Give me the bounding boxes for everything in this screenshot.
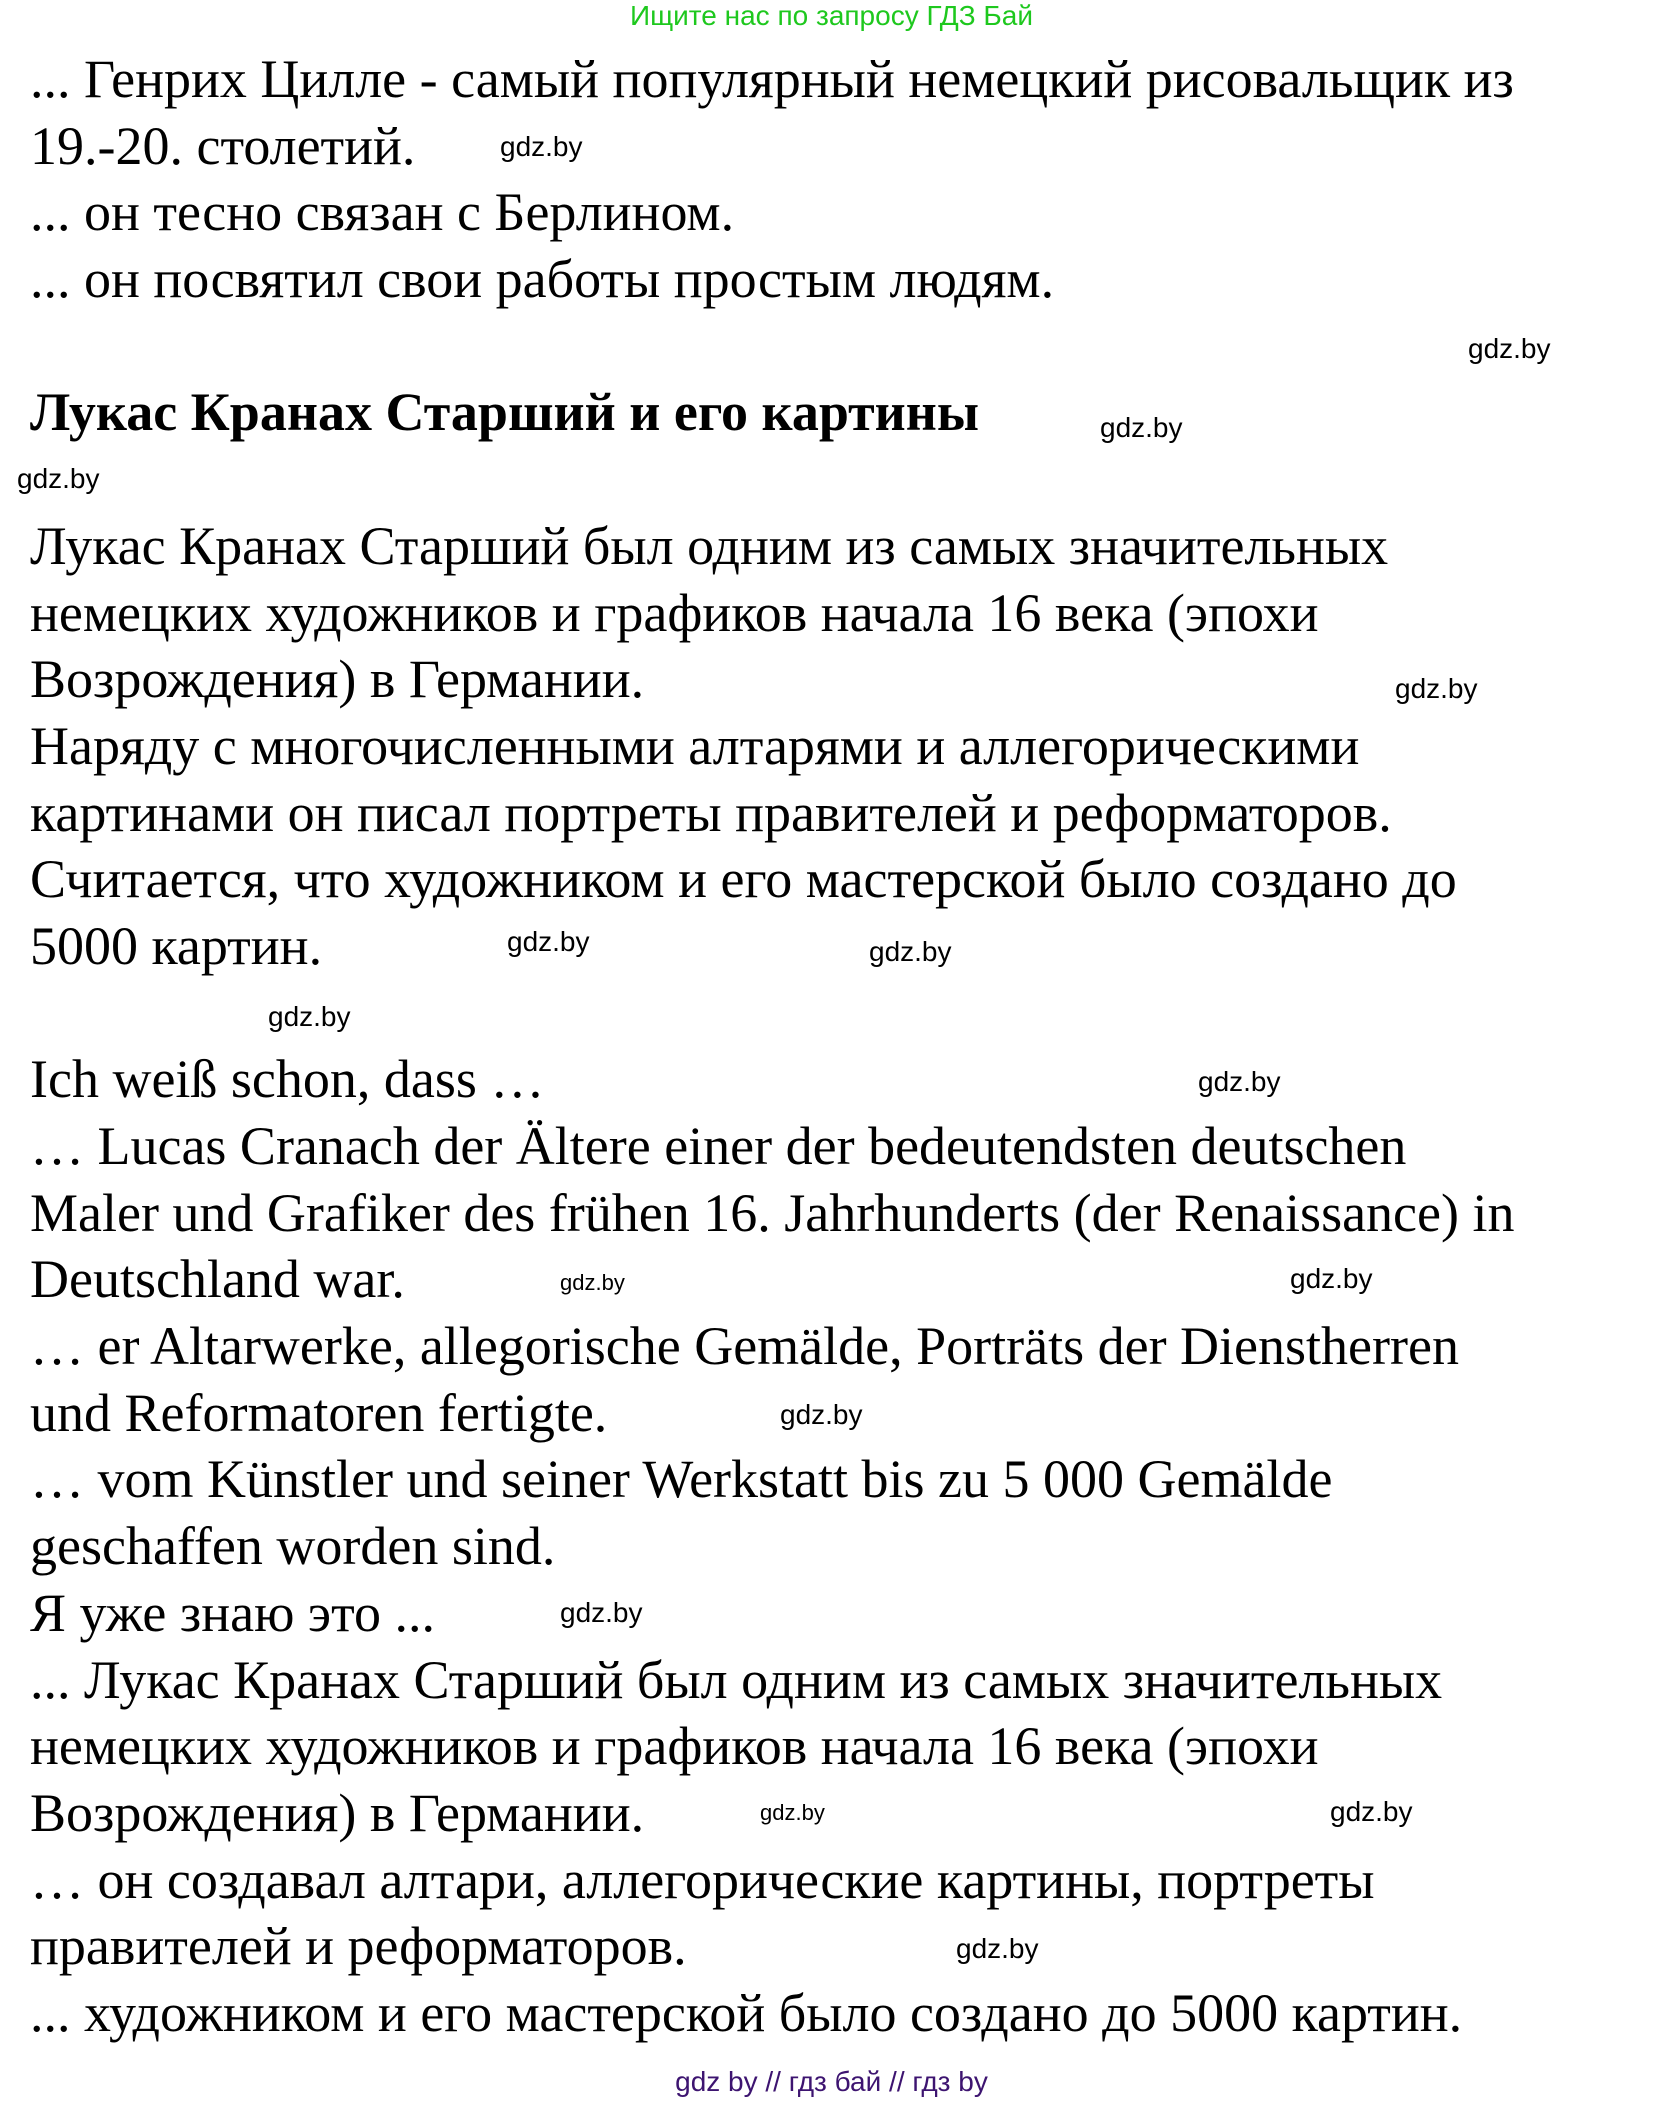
text-line: geschaffen worden sind. <box>30 1516 556 1577</box>
text-line: Возрождения) в Германии. <box>30 649 645 710</box>
watermark: gdz.by <box>780 1399 863 1430</box>
watermark: gdz.by <box>760 1800 825 1825</box>
watermark: gdz.by <box>869 936 952 967</box>
watermark: gdz.by <box>560 1270 625 1295</box>
text-line: 5000 картин. <box>30 915 323 976</box>
text-line: Возрождения) в Германии. <box>30 1782 645 1843</box>
text-line: ... он тесно связан с Берлином. <box>30 182 735 243</box>
watermark: gdz.by <box>956 1933 1039 1964</box>
text-line: Лукас Кранах Старший был одним из самых значительных <box>30 515 1389 576</box>
text-line: немецких художников и графиков начала 16 века (эпохи <box>30 582 1319 643</box>
watermark: gdz.by <box>17 463 100 494</box>
text-line: ... художником и его мастерской было создано до 5000 картин. <box>30 1982 1463 2043</box>
text-line: ... Лукас Кранах Старший был одним из самых значительных <box>30 1649 1443 1710</box>
text-line: картинами он писал портреты правителей и реформаторов. <box>30 782 1392 843</box>
watermark: gdz.by <box>1395 673 1478 704</box>
watermark: gdz.by <box>1100 412 1183 443</box>
watermark: gdz.by <box>1198 1066 1281 1097</box>
watermark: gdz.by <box>1330 1796 1413 1827</box>
document-body <box>30 46 1650 2047</box>
search-hint-header: Ищите нас по запросу ГДЗ Бай <box>629 0 1034 31</box>
watermark: gdz.by <box>1290 1263 1373 1294</box>
text-line: ... Генрих Цилле - самый популярный немецкий рисовальщик из <box>30 49 1514 109</box>
section-heading: Лукас Кранах Старший и его картины <box>30 382 980 443</box>
text-line: und Reformatoren fertigte. <box>30 1382 608 1443</box>
text-line: Считается, что художником и его мастерской было создано до <box>30 849 1457 910</box>
text-line: 19.-20. столетий. <box>30 115 416 176</box>
text-line: … er Altarwerke, allegorische Gemälde, Porträts der Dienstherren <box>30 1316 1459 1377</box>
text-line: правителей и реформаторов. <box>30 1916 687 1977</box>
watermark: gdz.by <box>507 926 590 957</box>
text-line: немецких художников и графиков начала 16 века (эпохи <box>30 1716 1319 1777</box>
text-line: Maler und Grafiker des frühen 16. Jahrhunderts (der Renaissance) in <box>30 1182 1515 1243</box>
text-line: Ich weiß schon, dass … <box>30 1049 545 1110</box>
text-line: … vom Künstler und seiner Werkstatt bis zu 5 000 Gemälde <box>30 1449 1333 1510</box>
text-line: Я уже знаю это ... <box>30 1582 435 1643</box>
watermark: gdz.by <box>560 1597 643 1628</box>
watermark: gdz.by <box>500 131 583 162</box>
text-line: … Lucas Cranach der Ältere einer der bedeutendsten deutschen <box>30 1116 1407 1176</box>
watermark: gdz.by <box>1468 333 1551 364</box>
text-line: … он создавал алтари, аллегорические картины, портреты <box>30 1849 1375 1910</box>
text-line: ... он посвятил свои работы простым людям. <box>30 249 1055 310</box>
footer-links: gdz by // гдз бай // гдз by <box>675 2066 988 2097</box>
watermark: gdz.by <box>268 1001 351 1032</box>
text-line: Наряду с многочисленными алтарями и аллегорическими <box>30 715 1360 776</box>
text-line: Deutschland war. <box>30 1249 405 1310</box>
